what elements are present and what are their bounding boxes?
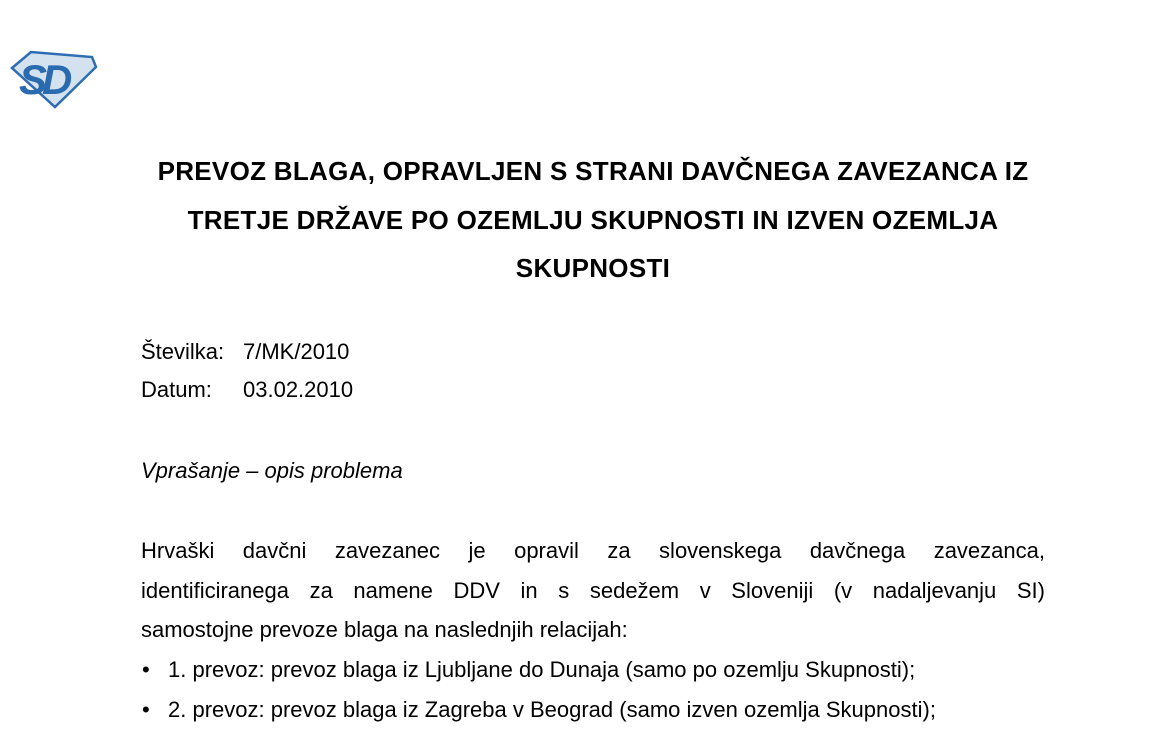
list-item-transport-1 bbox=[141, 650, 1101, 690]
document-meta bbox=[141, 333, 353, 409]
number-label: Številka: bbox=[141, 339, 225, 364]
meta-row-number bbox=[141, 333, 353, 371]
sd-logo-icon bbox=[10, 49, 98, 109]
list-item-text: 2. prevoz: prevoz blaga iz Zagreba v Beograd (samo izven ozemlja Skupnosti); bbox=[168, 696, 936, 722]
bullet-icon: • bbox=[142, 696, 150, 722]
intro-paragraph bbox=[141, 531, 1045, 650]
bullet-icon: • bbox=[142, 657, 150, 682]
section-heading: Vprašanje – opis problema bbox=[141, 458, 403, 483]
paragraph-line-1: Hrvaški davčni zavezanec je opravil za slovenskega davčnega zavezanca, bbox=[141, 538, 1045, 563]
title-line-3: SKUPNOSTI bbox=[515, 253, 671, 283]
title-line-2: TRETJE DRŽAVE PO OZEMLJU SKUPNOSTI IN IZVEN OZEMLJA bbox=[187, 204, 999, 235]
title-line-1: PREVOZ BLAGA, OPRAVLJEN S STRANI DAVČNEGA ZAVEZANCA IZ bbox=[157, 156, 1029, 186]
date-label: Datum: bbox=[141, 377, 212, 402]
paragraph-line-2: identificiranega za namene DDV in s sedežem v Sloveniji (v nadaljevanju SI) bbox=[141, 577, 1045, 603]
date-value: 03.02.2010 bbox=[243, 377, 354, 402]
list-item-transport-2 bbox=[141, 690, 1101, 730]
number-value: 7/MK/2010 bbox=[243, 339, 350, 364]
list-item-text: 1. prevoz: prevoz blaga iz Ljubljane do Dunaja (samo po ozemlju Skupnosti); bbox=[168, 657, 916, 682]
meta-row-date bbox=[141, 371, 353, 409]
sd-logo bbox=[10, 49, 98, 109]
document-title bbox=[141, 147, 1045, 293]
paragraph-line-3: samostojne prevoze blaga na naslednjih relacijah: bbox=[141, 617, 628, 642]
logo-letters: SD bbox=[19, 56, 68, 103]
transport-list bbox=[141, 650, 1101, 729]
